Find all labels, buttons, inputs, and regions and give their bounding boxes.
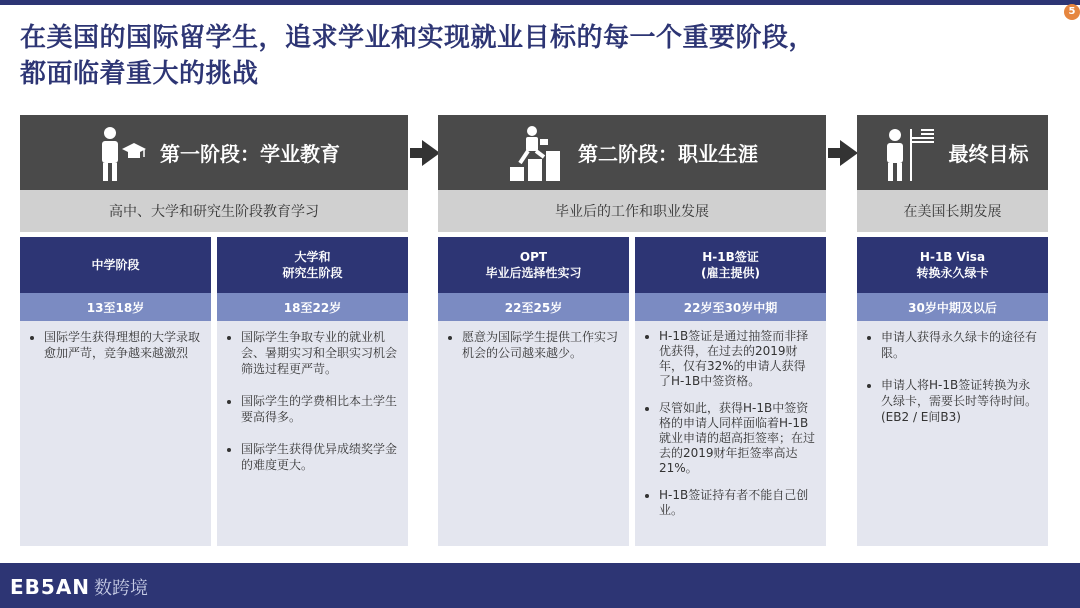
stage-head-line: (雇主提供) <box>701 266 760 280</box>
stage-4-body <box>635 321 826 546</box>
page-title <box>20 20 1030 92</box>
graduate-icon <box>88 123 148 183</box>
stage-head-line: H-1B Visa <box>919 250 986 264</box>
list-item: • H-1B签证是通过抽签而非择优获得，在过去的2019财年，仅有32%的申请人获得了H-1B中签资格。 <box>659 329 816 389</box>
stage-2-body <box>217 321 408 546</box>
stage-2-header <box>217 237 408 293</box>
stage-4-age: 22岁至30岁中期 <box>635 293 826 321</box>
list-item: • 国际学生获得理想的大学录取愈加严苛，竞争越来越激烈 <box>44 329 201 361</box>
list-item: • 国际学生获得优异成绩奖学金的难度更大。 <box>241 441 398 473</box>
stage-head-line: 转换永久绿卡 <box>916 266 989 280</box>
list-item: • 申请人获得永久绿卡的途径有限。 <box>881 329 1038 361</box>
title-line-1: 在美国的国际留学生，追求学业和实现就业目标的每一个重要阶段， <box>20 23 816 53</box>
stage-1-header <box>20 237 211 293</box>
list-item: • 国际学生的学费相比本土学生要高得多。 <box>241 393 398 425</box>
career-climb-icon <box>506 123 566 183</box>
phase-3-desc: 在美国长期发展 <box>857 190 1048 232</box>
phase-1-title: 第一阶段：学业教育 <box>160 142 340 166</box>
stage-head-line: 毕业后选择性实习 <box>485 266 582 280</box>
list-item: • 国际学生争取专业的就业机会、暑期实习和全职实习机会筛选过程更严苛。 <box>241 329 398 377</box>
title-line-2: 都面临着重大的挑战 <box>20 59 259 89</box>
list-item: • 愿意为国际学生提供工作实习机会的公司越来越少。 <box>462 329 619 361</box>
logo-text: EB5AN <box>10 575 91 599</box>
phase-1-desc: 高中、大学和研究生阶段教育学习 <box>20 190 408 232</box>
list-item: • 尽管如此，获得H-1B中签资格的申请人同样面临着H-1B就业申请的超高拒签率；在过去的2019财年拒签率高达21%。 <box>659 401 816 476</box>
stage-head-line: 研究生阶段 <box>282 266 343 280</box>
stage-3-age: 22至25岁 <box>438 293 629 321</box>
phase-2-desc: 毕业后的工作和职业发展 <box>438 190 826 232</box>
stage-head-line: 中学阶段 <box>91 258 140 272</box>
phase-3-title: 最终目标 <box>948 142 1029 166</box>
list-item: • 申请人将H-1B签证转换为永久绿卡，需要长时等待时间。 (EB2 / E间B3) <box>881 377 1038 425</box>
stage-5-header <box>857 237 1048 293</box>
phase-3-header <box>857 115 1048 190</box>
list-item: • H-1B签证持有者不能自己创业。 <box>659 488 816 518</box>
stage-head-line: H-1B签证 <box>702 250 759 264</box>
stage-5-age: 30岁中期及以后 <box>857 293 1048 321</box>
stage-head-line: 大学和 <box>294 250 331 264</box>
stage-3-body <box>438 321 629 546</box>
phase-1-header <box>20 115 408 190</box>
top-accent-bar <box>0 0 1080 5</box>
stage-5-body <box>857 321 1048 546</box>
footer-bar <box>0 563 1080 608</box>
phase-2-title: 第二阶段：职业生涯 <box>578 142 758 166</box>
stage-1-body <box>20 321 211 546</box>
stage-1-age: 13至18岁 <box>20 293 211 321</box>
stage-2-age: 18至22岁 <box>217 293 408 321</box>
logo-watermark: 数跨境 <box>94 578 149 599</box>
stage-3-header <box>438 237 629 293</box>
phase-2-header <box>438 115 826 190</box>
brand-logo <box>10 570 148 604</box>
stage-4-header <box>635 237 826 293</box>
flag-person-icon <box>877 123 937 183</box>
arrow-icon <box>840 140 858 166</box>
stage-head-line: OPT <box>519 250 548 264</box>
page-number-badge: 5 <box>1064 4 1080 20</box>
